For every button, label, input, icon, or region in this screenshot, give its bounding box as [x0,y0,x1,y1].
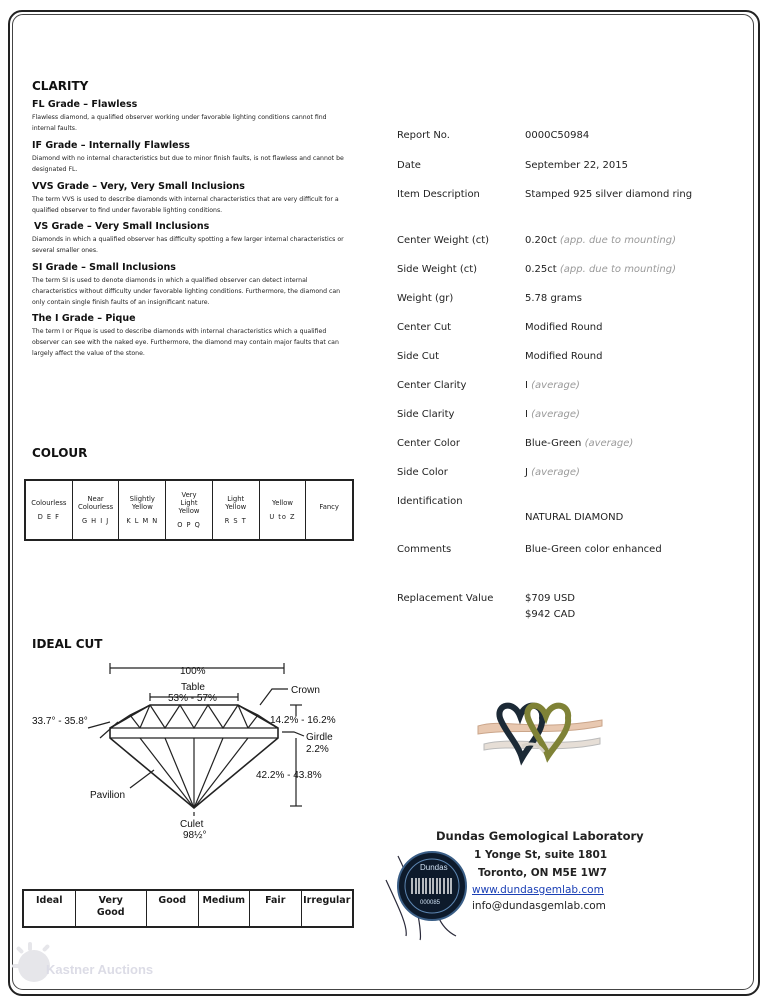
colour-cell [73,481,120,539]
colour-cell-label: Light Yellow [225,495,247,511]
ideal-cut-diagram [20,660,370,840]
identification-value: NATURAL DIAMOND [525,512,624,523]
replacement-usd: $709 USD [525,593,575,604]
report-row-value: 0.20ct (app. due to mounting) [525,235,677,246]
colour-cell [306,481,352,539]
colour-cell [26,481,73,539]
report-row-value: Stamped 925 silver diamond ring [525,189,693,200]
colour-title: COLOUR [32,446,88,460]
report-row-value: I (average) [525,409,580,420]
girdle-label: Girdle [306,732,333,743]
kastner-watermark [8,926,154,996]
grade-if-desc: Diamond with no internal characteristics but due to minor finish faults, is not flawless and cannot be designated FL. [32,155,344,173]
watermark-text: Kastner Auctions [46,962,154,977]
lab-name: Dundas Gemological Laboratory [436,829,644,843]
report-row-label: Item Description [397,189,480,200]
grade-si-desc: The term SI is used to denote diamonds in which a qualified observer can detect internal characteristics without difficulty under favorable lighting conditions. Furthermore, the diamond can only contain single finish faults of an insignificant nature. [32,277,341,306]
grade-i-title: The I Grade – Pique [32,313,136,324]
grade-fl-title: FL Grade – Flawless [32,99,138,110]
colour-cell-code: D E F [37,513,60,521]
report-row-value: Modified Round [525,351,603,362]
pavilion-depth-label: 42.2% - 43.8% [256,770,322,781]
cut-grade-cell: Ideal [24,891,76,926]
replacement-label: Replacement Value [397,593,494,604]
crown-angle-label: 33.7° - 35.8° [32,716,88,727]
lab-address-2: Toronto, ON M5E 1W7 [478,867,607,879]
colour-cell-code: G H I J [81,517,110,525]
report-row-label: Side Color [397,467,448,478]
lab-email[interactable]: info@dundasgemlab.com [472,900,606,912]
report-row-value: September 22, 2015 [525,160,628,171]
report-row-value: 0000C50984 [525,130,590,141]
table-label: Table [181,682,205,693]
colour-cell-label: Near Colourless [77,495,114,511]
cut-grade-cell: Very Good [76,891,148,926]
colour-cell-code: R S T [224,517,247,525]
width-label: 100% [180,666,206,677]
colour-cell-code: K L M N [126,517,159,525]
report-row-value: 5.78 grams [525,293,582,304]
report-row-label: Center Color [397,438,460,449]
report-row-label: Report No. [397,130,450,141]
report-row-value: J (average) [525,467,580,478]
ring-photo [474,686,604,776]
colour-cell [119,481,166,539]
report-row-label: Center Cut [397,322,452,333]
crown-label: Crown [291,685,320,696]
ideal-cut-title: IDEAL CUT [32,637,103,651]
lab-website-link[interactable]: www.dundasgemlab.com [472,884,604,896]
report-row-label: Center Weight (ct) [397,235,490,246]
crown-height-label: 14.2% - 16.2% [270,715,336,726]
colour-cell-label: Slightly Yellow [129,495,155,511]
comments-value: Blue-Green color enhanced [525,544,662,555]
lab-seal [378,836,478,946]
report-row-label: Side Clarity [397,409,455,420]
culet-pct-label: 98½° [183,830,207,841]
girdle-pct-label: 2.2% [306,744,329,755]
report-row-label: Center Clarity [397,380,467,391]
table-range-label: 53% - 57% [168,693,217,704]
grade-vvs-desc: The term VVS is used to describe diamonds with internal characteristics that are very difficult for a qualified observer to find under favorable lighting conditions. [32,196,339,214]
report-row-value: Blue-Green (average) [525,438,634,449]
identification-label: Identification [397,496,463,507]
seal-code: 000085 [420,900,441,906]
lab-address-1: 1 Yonge St, suite 1801 [474,849,608,861]
grade-fl-desc: Flawless diamond, a qualified observer working under favorable lighting conditions cannot find internal faults. [32,114,327,132]
colour-cell-code: U to Z [269,513,296,521]
colour-cell [213,481,260,539]
clarity-title: CLARITY [32,79,89,93]
cut-grade-cell: Medium [199,891,251,926]
grade-vs-title: VS Grade – Very Small Inclusions [34,221,210,232]
colour-cell [260,481,307,539]
report-row-label: Weight (gr) [397,293,454,304]
cut-grade-cell: Good [147,891,199,926]
report-row-value: Modified Round [525,322,603,333]
cut-grade-table [22,889,354,928]
grade-vvs-title: VVS Grade – Very, Very Small Inclusions [32,181,245,192]
report-row-label: Side Cut [397,351,440,362]
colour-cell-label: Yellow [271,499,293,507]
pavilion-label: Pavilion [90,790,126,801]
comments-label: Comments [397,544,452,555]
replacement-cad: $942 CAD [525,609,576,620]
report-row-label: Side Weight (ct) [397,264,478,275]
colour-cell-code: O P Q [177,521,201,529]
colour-cell-label: Colourless [31,499,67,507]
report-row-value: 0.25ct (app. due to mounting) [525,264,677,275]
report-row-value: I (average) [525,380,580,391]
grade-if-title: IF Grade – Internally Flawless [32,140,190,151]
report-row-label: Date [397,160,421,171]
colour-cell-label: Very Light Yellow [178,491,200,515]
grade-i-desc: The term I or Pique is used to describe diamonds with internal characteristics which a qualified observer can see with the naked eye. Furthermore, the diamond may contain major faults that can largely affect the value of the stone. [32,328,339,357]
grade-vs-desc: Diamonds in which a qualified observer has difficulty spotting a few larger internal characteristics or several smaller ones. [32,236,344,254]
culet-label: Culet [180,819,204,830]
seal-text: Dundas [420,863,448,872]
colour-cell [166,481,213,539]
colour-cell-label: Fancy [319,503,339,511]
cut-grade-cell: Fair [250,891,302,926]
colour-scale-table [24,479,354,541]
cut-grade-cell: Irregular [303,895,351,906]
grade-si-title: SI Grade – Small Inclusions [32,262,176,273]
